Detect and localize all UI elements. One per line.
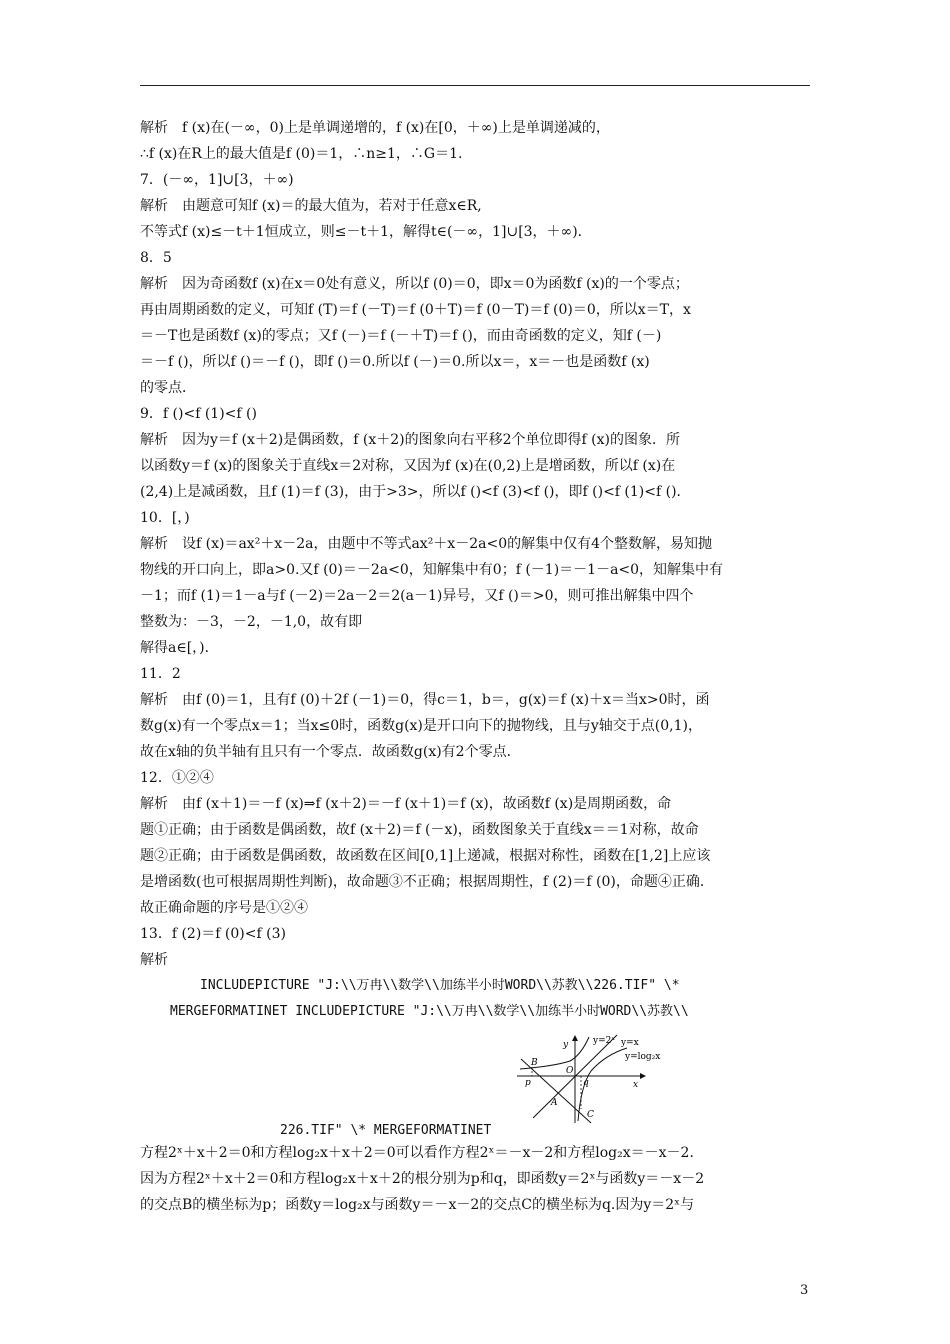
label-y-x: y=x — [621, 1038, 639, 1048]
text-line: 10．[，) — [140, 510, 190, 526]
label-y-log2x: y=log₂x — [625, 1052, 661, 1062]
text-line: 题②正确；由于函数是偶函数，故函数在区间[0,1]上递减，根据对称性，函数在[1,2]上应该 — [140, 848, 711, 864]
label-point-c: C — [587, 1110, 594, 1120]
text-line: 解析 设f (x)＝ax²＋x－2a，由题中不等式ax²＋x－2a<0的解集中仅有4个整数解，易知抛 — [140, 536, 713, 552]
text-line: 以函数y＝f (x)的图象关于直线x＝2对称，又因为f (x)在(0,2)上是增函数，所以f (x)在 — [140, 458, 676, 474]
text-line: 8．5 — [140, 250, 172, 266]
text-line: 方程2ˣ＋x＋2＝0和方程log₂x＋x＋2＝0可以看作方程2ˣ＝－x－2和方程log₂x＝－x－2. — [140, 1145, 694, 1161]
x-axis-arrow — [640, 1073, 646, 1079]
text-line: 再由周期函数的定义，可知f (T)＝f (－T)＝f (0＋T)＝f (0－T)＝f (0)＝0，所以x＝T，x — [140, 302, 691, 318]
text-line: 解析 由题意可知f (x)＝的最大值为，若对于任意x∈R, — [140, 198, 482, 214]
text-line: 整数为：－3，－2，－1,0，故有即 — [140, 614, 363, 630]
text-line: 的零点． — [140, 380, 196, 396]
text-line: 解析 — [140, 952, 168, 968]
field-code-tail: 226.TIF" \* MERGEFORMATINET — [280, 1123, 492, 1138]
label-p: p — [525, 1078, 531, 1088]
label-point-b: B — [531, 1058, 538, 1068]
text-line: 题①正确；由于函数是偶函数，故f (x＋2)＝f (－x)，函数图象关于直线x＝＝1对称，故命 — [140, 822, 699, 838]
label-axis-x: x — [633, 1080, 639, 1090]
text-line: －1；而f (1)＝1－a与f (－2)＝2a－2＝2(a－1)异号，又f ()＝>0，则可推出解集中四个 — [140, 588, 694, 604]
text-line: 不等式f (x)≤－t＋1恒成立，则≤－t＋1，解得t∈(－∞，1]∪[3，＋∞)． — [140, 224, 592, 240]
text-line: 因为方程2ˣ＋x＋2＝0和方程log₂x＋x＋2的根分别为p和q，即函数y＝2ˣ与函数y＝－x－2 — [140, 1171, 705, 1187]
text-line: ∴f (x)在R上的最大值是f (0)＝1，∴n≥1，∴G＝1. — [140, 146, 463, 162]
function-graph-figure — [515, 1033, 675, 1125]
header-rule — [140, 85, 810, 86]
text-line: 解析 因为y＝f (x＋2)是偶函数，f (x＋2)的图象向右平移2个单位即得f (x)的图象．所 — [140, 432, 680, 448]
text-line: 解析 因为奇函数f (x)在x＝0处有意义，所以f (0)＝0，即x＝0为函数f (x)的一个零点； — [140, 276, 689, 292]
text-line: ＝－f ()，所以f ()＝－f ()，即f ()＝0.所以f (－)＝0.所以x＝，x＝－也是函数f (x) — [140, 354, 650, 370]
text-line: ＝－T也是函数f (x)的零点；又f (－)＝f (－＋T)＝f ()，而由奇函数的定义，知f (－) — [140, 328, 662, 344]
line-y-neg-x-minus-2 — [521, 1059, 591, 1123]
field-code-line: INCLUDEPICTURE "J:\\万冉\\数学\\加练半小时WORD\\苏教\\226.TIF" \* — [200, 978, 680, 993]
text-line: 11．2 — [140, 666, 181, 682]
solution-continuation — [140, 1140, 820, 1218]
text-line: 解析 f (x)在(－∞，0)上是单调递增的，f (x)在[0，＋∞)上是单调递减的， — [140, 120, 610, 136]
text-line: 9．f ()<f (1)<f () — [140, 406, 257, 422]
text-line: 解析 由f (x＋1)＝－f (x)⇒f (x＋2)＝－f (x＋1)＝f (x)，故函数f (x)是周期函数，命 — [140, 796, 672, 812]
label-axis-y: y — [563, 1040, 569, 1050]
text-line: 解得a∈[，)． — [140, 640, 219, 656]
text-line: 7．(－∞，1]∪[3，＋∞) — [140, 172, 294, 188]
label-point-a: A — [551, 1098, 558, 1108]
text-line: 数g(x)有一个零点x＝1；当x≤0时，函数g(x)是开口向下的抛物线，且与y轴交于点(0,1)， — [140, 718, 702, 734]
page-number: 3 — [800, 1283, 809, 1298]
text-line: 是增函数(也可根据周期性判断)，故命题③不正确；根据周期性，f (2)＝f (0)，命题④正确． — [140, 874, 714, 890]
text-line: 故在x轴的负半轴有且只有一个零点．故函数g(x)有2个零点． — [140, 744, 521, 760]
field-code-line: MERGEFORMATINET INCLUDEPICTURE "J:\\万冉\\数学\\加练半小时WORD\\苏教\\ — [170, 1004, 689, 1019]
text-line: 13．f (2)＝f (0)<f (3) — [140, 926, 286, 942]
label-y-2x: y=2ˣ — [593, 1036, 616, 1046]
text-line: (2,4)上是减函数，且f (1)＝f (3)，由于>3>，所以f ()<f (3)<f ()，即f ()<f (1)<f ()． — [140, 484, 691, 500]
y-axis-arrow — [572, 1035, 578, 1041]
text-line: 故正确命题的序号是①②④ — [140, 900, 308, 916]
text-line: 物线的开口向上，即a>0.又f (0)＝－2a<0，知解集中有0；f (－1)＝－1－a<0，知解集中有 — [140, 562, 724, 578]
document-body — [140, 115, 820, 1025]
text-line: 的交点B的横坐标为p；函数y＝log₂x与函数y＝－x－2的交点C的横坐标为q.因为y＝2ˣ与 — [140, 1197, 695, 1213]
label-q: q — [583, 1078, 589, 1088]
text-line: 12．①②④ — [140, 770, 214, 786]
text-line: 解析 由f (0)＝1，且有f (0)＋2f (－1)＝0，得c＝1，b＝，g(x)＝f (x)＋x＝当x>0时，函 — [140, 692, 710, 708]
label-origin: O — [566, 1066, 574, 1076]
